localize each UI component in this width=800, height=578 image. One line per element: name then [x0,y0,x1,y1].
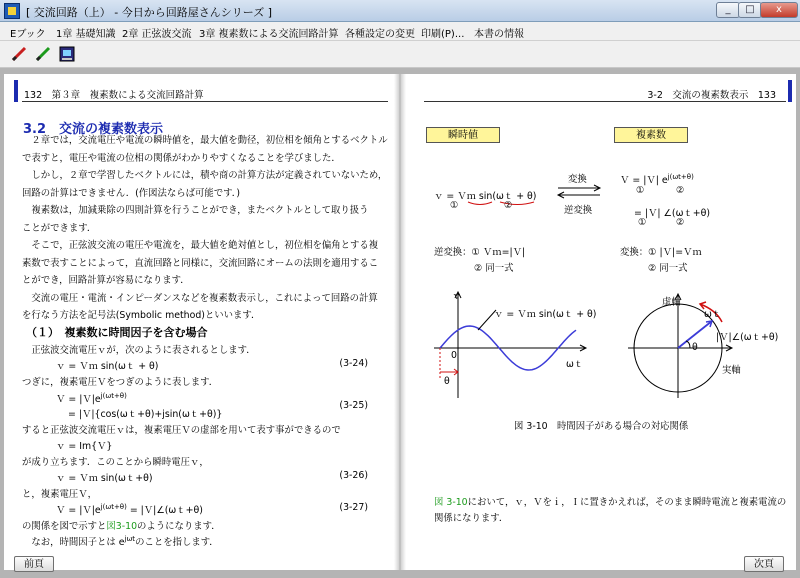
window-title: [ 交流回路（上） - 今日から回路屋さんシリーズ ] [26,6,272,19]
conversion-line: 変換：① |Ｖ|=Ｖｍ [620,247,702,258]
text-line: 回路の計算はできません．(作図法ならば可能です．) [22,187,241,199]
text-line: そこで，正弦波交流の電圧や電流を，最大値を絶対値とし，初位相を偏角とする複 [22,240,379,251]
text-line: つぎに，複素電圧Ｖをつぎのように表します． [22,377,219,388]
menu-ebook[interactable]: Eブック [10,29,46,40]
equation-3-25b: = |Ｖ|{cos(ωｔ+θ)+jsin(ωｔ+θ)} [68,409,223,420]
text-span: の関係を図で示すと [22,521,107,532]
underline-marker [466,198,536,206]
menu-chapter1[interactable]: 1章 基礎知識 [56,29,116,40]
eq-exponent: j(ωt+θ) [100,502,127,511]
menu-chapter2[interactable]: 2章 正弦波交流 [122,29,192,40]
equation-3-24: ｖ = Ｖｍ sin(ωｔ + θ) [56,361,159,372]
text-line: 関係になります． [434,513,509,524]
equation-number: (3-27) [339,502,368,513]
text-line: とができ，回路計算が容易になります． [22,275,190,286]
inverse-conversion-line: ② 同一式 [474,263,514,274]
text-line: で表すと，電圧や電流の位相の関係がわかりやすくなることを学びました． [22,152,341,164]
graph-equation: ｖ = Ｖｍ sin(ωｔ + θ) [494,309,597,320]
text-line: と，複素電圧Ｖ， [22,489,98,500]
equation-number: (3-26) [339,470,368,481]
circle-two: ② [504,200,513,211]
header-rule [424,101,786,102]
toolbar [0,41,800,68]
text-line: すると正弦波交流電圧ｖは，複素電圧Ｖの虚部を用いて表す事ができるので [22,425,341,436]
right-page [406,74,796,570]
inverse-conversion-line: 逆変換：① Ｖｍ=|Ｖ| [434,247,526,258]
complex-equation-2: = |Ｖ| ∠(ωｔ+θ) [634,208,711,219]
text-line: ２章では，交流電圧や電流の瞬時値を，最大値を動径，初位相を傾角とするベクトル [22,135,388,146]
header-marker [788,80,792,102]
phasor-label: |Ｖ|∠(ωｔ+θ) [716,332,779,343]
complex-number-label: 複素数 [614,127,688,143]
menu-print[interactable]: 印刷(P)... [421,29,465,40]
real-axis-label: 実軸 [722,365,741,376]
left-page-header: 132 第３章 複素数による交流回路計算 [24,90,204,101]
eq-exponent: j(ωt+θ) [667,172,694,181]
equation-3-25a [56,391,127,405]
text-line: 交流の電圧・電流・インピーダンスなどを複素数表示し，これによって回路の計算 [22,292,378,304]
menu-chapter3[interactable]: 3章 複素数による交流回路計算 [199,29,339,40]
chip-tool-icon[interactable] [58,45,76,63]
graph-wt-label: ωｔ [566,359,584,370]
text-span: のことを指します． [135,537,219,548]
app-icon [4,3,20,19]
conversion-line: ② 同一式 [648,263,688,274]
text-line [434,494,786,508]
eq-exponent: jωt [124,534,136,543]
minimize-button[interactable]: _ [716,2,740,18]
maximize-button[interactable]: □ [738,2,762,18]
figure-caption: 図 3-10 時間因子がある場合の対応関係 [514,421,689,432]
text-span: のようになります． [137,521,221,532]
sine-wave-graph [426,286,596,406]
header-rule [22,101,388,102]
menu-bar [0,22,800,41]
circle-one: ① [636,185,645,196]
circle-one: ① [638,217,647,228]
intro-paragraph [22,132,388,325]
equation-3-27 [56,502,203,516]
eq-exponent: j(ωt+θ) [100,391,127,400]
imaginary-axis-label: 虚軸 [662,297,681,308]
text-line: 複素数は，加減乗除の四則計算を行うことができ，またベクトルとして取り扱う [22,205,369,216]
text-line [22,534,219,548]
graph-origin: 0 [451,350,457,361]
text-line: しかし，２章で学習したベクトルには，積や商の計算方法が定義されていないため， [22,170,388,181]
left-page [4,74,394,570]
text-line: ことができます． [22,222,97,234]
circle-one: ① [450,200,459,211]
equation-im: ｖ = Im{Ｖ} [56,441,113,452]
instant-equation: ｖ = Ｖｍ sin(ωｔ + θ) [434,191,537,202]
instant-value-label: 瞬時値 [426,127,500,143]
header-marker [14,80,18,102]
eq-text: Ｖ = |Ｖ|e [56,394,101,405]
figure-link[interactable]: 図 3-10 [434,497,468,508]
text-line: 素数で表すことによって，直流回路と同様に，交流回路にオームの法則を適用するこ [22,257,379,269]
prev-page-button[interactable]: 前頁 [14,556,54,572]
eq-text: = |Ｖ|∠(ωｔ+θ) [129,505,203,516]
complex-equation-1 [620,172,694,186]
subsection-heading: （１） 複素数に時間因子を含む場合 [26,326,208,339]
text-line: を行なう方法を記号法(Symbolic method)といいます． [22,310,261,321]
phasor-theta-label: θ [692,342,698,353]
inverse-label: 逆変換 [564,205,593,216]
rotation-label: ωｔ [704,309,722,320]
eq-text: Ｖ = |Ｖ|e [56,505,101,516]
eq-text: Ｖ = |Ｖ| e [620,175,668,186]
graph-v-label: ｖ [452,291,462,302]
book-spine [394,74,406,570]
text-line: 正弦波交流電圧ｖが，次のように表されるとします． [22,345,256,356]
menu-settings[interactable]: 各種設定の変更 [345,29,415,40]
equation-number: (3-24) [339,358,368,369]
graph-theta-label: θ [444,376,450,387]
pen-tool-icon[interactable] [10,45,28,63]
menu-about[interactable]: 本書の情報 [474,29,524,40]
text-line [22,518,221,532]
book-view [0,68,800,578]
circle-two: ② [676,185,685,196]
marker-tool-icon[interactable] [34,45,52,63]
equation-number: (3-25) [339,400,368,411]
right-page-header: 3-2 交流の複素数表示 133 [647,90,776,101]
next-page-button[interactable]: 次頁 [744,556,784,572]
figure-link[interactable]: 図3-10 [106,521,138,532]
section-title: 3.2 交流の複素数表示 [23,122,164,137]
phasor-diagram [620,292,740,402]
equation-3-26: ｖ = Ｖｍ sin(ωｔ+θ) [56,473,153,484]
convert-label: 変換 [568,174,587,185]
text-line: が成り立ちます．このことから瞬時電圧ｖ， [22,457,209,468]
circle-two: ② [676,217,685,228]
conversion-arrows-icon [556,184,602,200]
text-span: なお，時間因子とは e [22,537,125,548]
text-span: において，ｖ，Ｖをｉ，Ｉに置きかえれば，そのまま瞬時電流と複素電流の [467,497,787,508]
close-button[interactable]: x [760,2,798,18]
title-bar [0,0,800,22]
